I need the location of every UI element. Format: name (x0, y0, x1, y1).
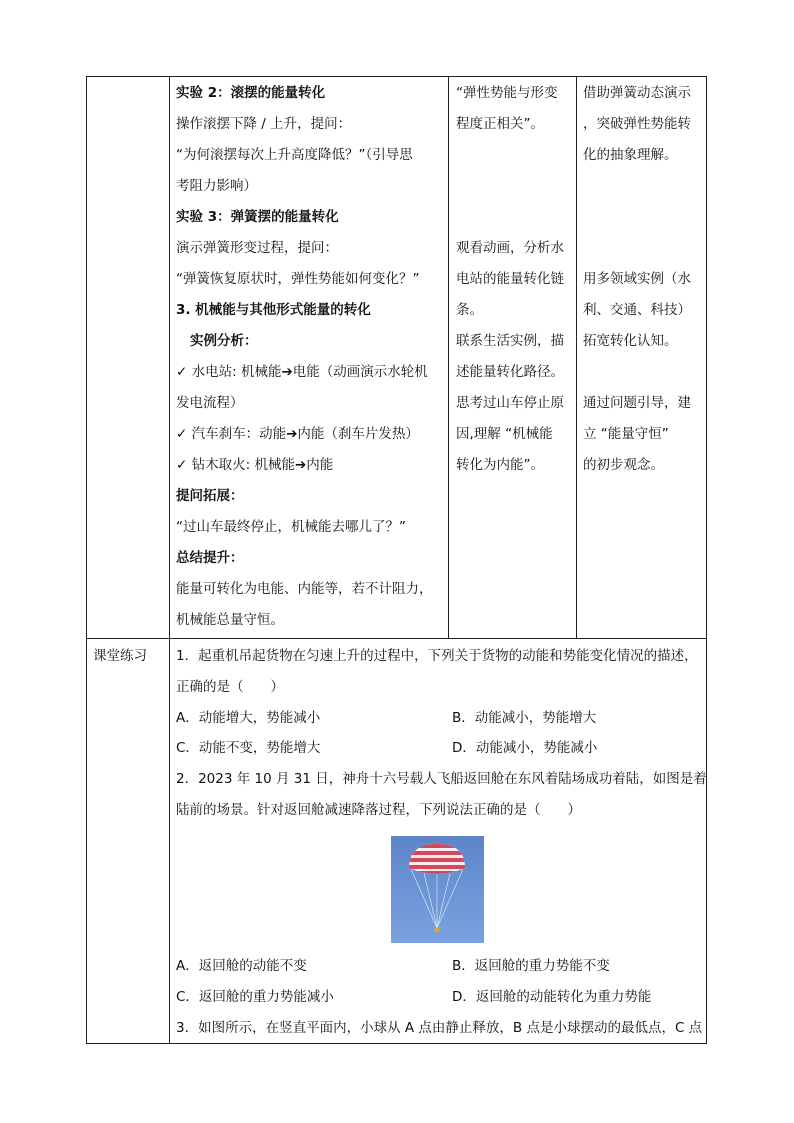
text-line: ✓ 水电站: 机械能➔电能（动画演示水轮机 (176, 364, 428, 380)
q1-option-a: A．动能增大，势能减小 (176, 710, 321, 726)
text-line: 转化为内能”。 (456, 457, 544, 473)
row-divider (87, 638, 706, 639)
text-line: 借助弹簧动态演示 (583, 85, 691, 101)
text-line: 操作滚摆下降 / 上升，提问： (176, 116, 352, 132)
text-line: 思考过山车停止原 (456, 395, 564, 411)
text-line: 能量可转化为电能、内能等，若不计阻力， (176, 581, 433, 597)
q2-option-b: B．返回舱的重力势能不变 (452, 958, 610, 974)
q2-option-c: C．返回舱的重力势能减小 (176, 989, 334, 1005)
practice-label: 课堂练习 (93, 648, 147, 664)
col-divider-1 (169, 77, 170, 1043)
subheading: 总结提升： (176, 550, 244, 566)
text-line: 利、交通、科技） (583, 302, 691, 318)
question-1-cont: 正确的是（ ） (176, 679, 284, 695)
subheading: 提问拓展： (176, 488, 244, 504)
text-line: 观看动画，分析水 (456, 240, 564, 256)
q2-option-a: A．返回舱的动能不变 (176, 958, 307, 974)
text-line: 用多领域实例（水 (583, 271, 691, 287)
text-line: ✓ 汽车刹车：动能➔内能（刹车片发热） (176, 426, 419, 442)
text-line: “过山车最终停止，机械能去哪儿了？” (176, 519, 406, 535)
text-line: “为何滚摆每次上升高度降低？”（引导思 (176, 147, 413, 163)
question-3: 3．如图所示，在竖直平面内，小球从 A 点由静止释放，B 点是小球摆动的最低点，C 点 (176, 1020, 703, 1036)
text-line: 联系生活实例，描 (456, 333, 564, 349)
text-line: ✓ 钻木取火: 机械能➔内能 (176, 457, 334, 473)
text-line: 条。 (456, 302, 483, 318)
text-line: “弹性势能与形变 (456, 85, 558, 101)
question-2-cont: 陆前的场景。针对返回舱减速降落过程，下列说法正确的是（ ） (176, 802, 581, 818)
text-line: 发电流程） (176, 395, 244, 411)
parachute-icon (391, 836, 484, 943)
subheading: 实例分析： (190, 333, 258, 349)
q1-option-b: B．动能减小，势能增大 (452, 710, 597, 726)
q2-option-d: D．返回舱的动能转化为重力势能 (452, 989, 652, 1005)
text-line: 电站的能量转化链 (456, 271, 564, 287)
col-divider-2 (448, 77, 449, 639)
text-line: 演示弹簧形变过程，提问： (176, 240, 338, 256)
text-line: 述能量转化路径。 (456, 364, 564, 380)
text-line: “弹簧恢复原状时，弹性势能如何变化？” (176, 271, 420, 287)
text-line: 立 “能量守恒” (583, 426, 669, 442)
q1-option-d: D．动能减小，势能减小 (452, 740, 598, 756)
exp2-title: 实验 2：滚摆的能量转化 (176, 85, 326, 101)
question-1: 1．起重机吊起货物在匀速上升的过程中，下列关于货物的动能和势能变化情况的描述， (176, 648, 698, 664)
col-divider-3 (576, 77, 577, 639)
text-line: 考阻力影响） (176, 178, 257, 194)
text-line: 因,理解 “机械能 (456, 426, 553, 442)
lesson-table (86, 76, 707, 1044)
text-line: 程度正相关”。 (456, 116, 544, 132)
text-line: 的初步观念。 (583, 457, 664, 473)
section-heading: 3. 机械能与其他形式能量的转化 (176, 302, 371, 318)
text-line: 拓宽转化认知。 (583, 333, 678, 349)
text-line: ，突破弹性势能转 (583, 116, 691, 132)
text-line: 通过问题引导，建 (583, 395, 691, 411)
text-line: 机械能总量守恒。 (176, 612, 284, 628)
parachute-photo (391, 836, 484, 943)
q1-option-c: C．动能不变，势能增大 (176, 740, 321, 756)
question-2: 2．2023 年 10 月 31 日，神舟十六号载人飞船返回舱在东风着陆场成功着陆，如图是着 (176, 771, 707, 787)
exp3-title: 实验 3：弹簧摆的能量转化 (176, 209, 339, 225)
text-line: 化的抽象理解。 (583, 147, 678, 163)
